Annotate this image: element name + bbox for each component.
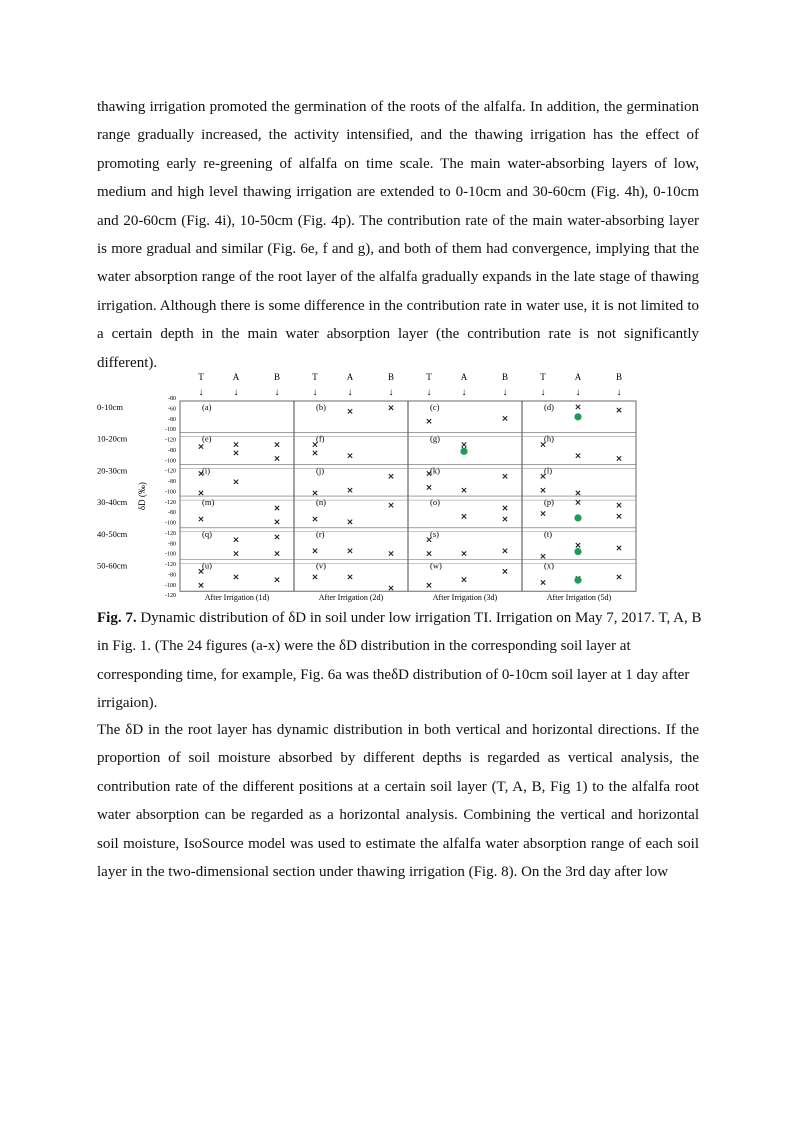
y-tick-label: -80 <box>168 416 176 423</box>
position-label-T: T <box>312 372 318 382</box>
arrow-A: ↓ <box>347 387 353 398</box>
data-point-cross <box>576 491 580 495</box>
y-tick-label: -120 <box>165 437 176 444</box>
data-point-cross <box>462 442 466 446</box>
y-tick-label: -100 <box>165 458 176 465</box>
data-point-cross <box>541 511 545 515</box>
position-label-A: A <box>232 372 240 382</box>
data-point-cross <box>313 491 317 495</box>
data-point-cross <box>275 442 279 446</box>
row-label: 30-40cm <box>97 497 128 508</box>
row-label: 50-60cm <box>97 560 128 571</box>
data-point-cross <box>275 506 279 510</box>
panel-label: (l) <box>544 465 553 476</box>
panel-label: (i) <box>202 465 211 476</box>
row-label: 20-30cm <box>97 465 128 476</box>
y-tick-label: -80 <box>168 541 176 548</box>
data-point-cross <box>576 500 580 504</box>
arrow-A: ↓ <box>461 387 467 398</box>
data-point-dot <box>574 514 581 521</box>
data-point-cross <box>503 474 507 478</box>
data-point-cross <box>348 409 352 413</box>
y-tick-label: -80 <box>168 510 176 517</box>
position-label-T: T <box>198 372 204 382</box>
column-label: After Irrigation (2d) <box>318 593 384 603</box>
figure-caption-label: Fig. 7. <box>97 610 137 626</box>
panel-label: (g) <box>430 433 440 444</box>
panel-label: (k) <box>430 465 440 476</box>
panel-label: (e) <box>202 433 212 444</box>
data-point-cross <box>503 569 507 573</box>
panel-label: (c) <box>430 402 440 412</box>
y-tick-label: -120 <box>165 593 176 600</box>
data-point-cross <box>541 442 545 446</box>
y-tick-label: -120 <box>165 562 176 569</box>
position-label-B: B <box>273 372 281 382</box>
data-point-cross <box>617 514 621 518</box>
data-point-cross <box>462 551 466 555</box>
data-point-cross <box>617 456 621 460</box>
data-point-cross <box>503 517 507 521</box>
data-point-cross <box>348 453 352 457</box>
data-point-cross <box>462 578 466 582</box>
data-point-cross <box>275 535 279 539</box>
arrow-A: ↓ <box>575 387 581 398</box>
panel-label: (f) <box>316 433 325 444</box>
data-point-cross <box>389 474 393 478</box>
data-point-cross <box>199 491 203 495</box>
y-tick-label: -80 <box>168 479 176 486</box>
panel-label: (v) <box>316 560 326 571</box>
data-point-cross <box>199 517 203 521</box>
panel-label: (s) <box>430 528 439 539</box>
panel-label: (x) <box>544 560 554 571</box>
data-point-cross <box>234 480 238 484</box>
data-point-cross <box>576 405 580 409</box>
data-point-cross <box>234 537 238 541</box>
data-point-cross <box>462 514 466 518</box>
panel-label: (u) <box>202 560 212 571</box>
data-point-cross <box>541 474 545 478</box>
panel-label: (h) <box>544 433 554 444</box>
data-point-dot <box>460 448 467 455</box>
column-label: After Irrigation (3d) <box>432 593 498 603</box>
data-point-cross <box>617 546 621 550</box>
data-point-cross <box>389 406 393 410</box>
data-point-cross <box>503 549 507 553</box>
data-point-cross <box>389 503 393 507</box>
data-point-dot <box>574 577 581 584</box>
arrow-T: ↓ <box>198 387 204 398</box>
data-point-cross <box>348 520 352 524</box>
arrow-T: ↓ <box>312 387 318 398</box>
data-point-cross <box>389 551 393 555</box>
data-point-cross <box>617 575 621 579</box>
y-axis-label: δD (‰) <box>137 482 147 511</box>
data-point-cross <box>427 551 431 555</box>
data-point-cross <box>313 549 317 553</box>
data-point-cross <box>234 575 238 579</box>
paragraph-top: thawing irrigation promoted the germination of the roots of the alfalfa. In addition, the germination range gradually increased, the activity intensified, and the thawing irrigation has the effect of promoting early re-greening of alfalfa on time scale. The main water-absorbing layers of low, medium and high level thawing irrigation are extended to 0-10cm and 30-60cm (Fig. 4h), 0-10cm and 20-60cm (Fig. 4i), 10-50cm (Fig. 4p). The contribution rate of the main water-absorbing layer is more gradual and similar (Fig. 6e, f and g), and both of them had convergence, implying that the water absorption range of the root layer of the alfalfa gradually expands in the late stage of thawing irrigation. Although there is some difference in the contribution rate in water use, it is not limited to a certain depth in the main water absorption layer (the contribution rate is not significantly different). <box>97 99 699 371</box>
data-point-cross <box>427 583 431 587</box>
data-point-cross <box>541 580 545 584</box>
position-label-T: T <box>540 372 546 382</box>
data-point-cross <box>275 578 279 582</box>
column-label: After Irrigation (5d) <box>546 593 612 603</box>
y-tick-label: -80 <box>168 572 176 579</box>
data-point-cross <box>199 444 203 448</box>
position-label-A: A <box>574 372 582 382</box>
data-point-dot <box>574 413 581 420</box>
data-point-cross <box>348 575 352 579</box>
data-point-cross <box>234 551 238 555</box>
data-point-cross <box>199 569 203 573</box>
panel-label: (m) <box>202 497 215 508</box>
data-point-cross <box>541 554 545 558</box>
row-label: 0-10cm <box>97 402 123 412</box>
data-point-cross <box>313 575 317 579</box>
data-point-cross <box>313 451 317 455</box>
data-point-cross <box>313 517 317 521</box>
data-point-cross <box>617 503 621 507</box>
arrow-B: ↓ <box>616 387 622 398</box>
data-point-cross <box>275 456 279 460</box>
y-tick-label: -100 <box>165 489 176 496</box>
y-tick-label: -80 <box>168 447 176 454</box>
position-label-A: A <box>346 372 354 382</box>
data-point-cross <box>275 520 279 524</box>
arrow-B: ↓ <box>274 387 280 398</box>
panel-label: (t) <box>544 528 553 539</box>
data-point-cross <box>234 442 238 446</box>
y-tick-label: -100 <box>165 427 176 434</box>
y-tick-label: -100 <box>165 520 176 527</box>
panel-label: (j) <box>316 465 325 476</box>
panel-label: (n) <box>316 497 326 508</box>
panel-label: (a) <box>202 402 212 412</box>
panel-label: (w) <box>430 560 442 571</box>
data-point-cross <box>617 408 621 412</box>
data-point-cross <box>427 537 431 541</box>
arrow-A: ↓ <box>233 387 239 398</box>
position-label-B: B <box>501 372 509 382</box>
data-point-cross <box>348 488 352 492</box>
row-label: 40-50cm <box>97 528 128 539</box>
paragraph-bottom: The δD in the root layer has dynamic distribution in both vertical and horizontal directions. If the proportion of soil moisture absorbed by different depths is regarded as vertical analysis, the contribution rate of the different positions at a certain soil layer (T, A, B, Fig 1) to the alfalfa root water absorption can be regarded as a horizontal analysis. Combining the vertical and horizontal soil moisture, IsoSource model was used to estimate the alfalfa water absorption range of each soil layer in the two-dimensional section under thawing irrigation (Fig. 8). On the 3rd day after low <box>97 722 699 881</box>
panel-label: (p) <box>544 497 554 508</box>
panel-label: (o) <box>430 497 440 508</box>
position-label-T: T <box>426 372 432 382</box>
y-tick-label: -100 <box>165 582 176 589</box>
panel-label: (r) <box>316 528 325 539</box>
arrow-T: ↓ <box>426 387 432 398</box>
y-tick-label: -60 <box>168 406 176 413</box>
data-point-cross <box>576 543 580 547</box>
arrow-B: ↓ <box>388 387 394 398</box>
y-tick-label: -120 <box>165 468 176 475</box>
figure-7-chart <box>85 368 665 606</box>
figure-caption <box>97 604 705 718</box>
data-point-cross <box>541 488 545 492</box>
data-point-cross <box>462 488 466 492</box>
position-label-B: B <box>387 372 395 382</box>
figure-caption-text: Dynamic distribution of δD in soil under low irrigation TI. Irrigation on May 7, 2017. T, A, B in Fig. 1. (The 24 figures (a-x) were the δD distribution in the corresponding soil layer at corresponding time, for example, Fig. 6a was theδD distribution of 0-10cm soil layer at 1 day after irrigaion). <box>97 610 702 712</box>
arrow-B: ↓ <box>502 387 508 398</box>
data-point-cross <box>576 453 580 457</box>
row-label: 10-20cm <box>97 433 128 444</box>
data-point-cross <box>275 551 279 555</box>
data-point-cross <box>348 549 352 553</box>
column-label: After Irrigation (1d) <box>204 593 270 603</box>
position-label-A: A <box>460 372 468 382</box>
y-tick-label: -80 <box>168 396 176 402</box>
data-point-cross <box>503 506 507 510</box>
y-tick-label: -100 <box>165 551 176 558</box>
data-point-cross <box>234 451 238 455</box>
data-point-cross <box>503 416 507 420</box>
data-point-cross <box>427 419 431 423</box>
panel-label: (b) <box>316 402 326 412</box>
data-point-dot <box>574 548 581 555</box>
position-label-B: B <box>615 372 623 382</box>
data-point-cross <box>199 583 203 587</box>
panel-label: (d) <box>544 402 554 412</box>
y-tick-label: -120 <box>165 530 176 537</box>
y-tick-label: -120 <box>165 499 176 506</box>
arrow-T: ↓ <box>540 387 546 398</box>
data-point-cross <box>389 586 393 590</box>
panel-label: (q) <box>202 528 212 539</box>
data-point-cross <box>427 485 431 489</box>
data-point-cross <box>313 442 317 446</box>
